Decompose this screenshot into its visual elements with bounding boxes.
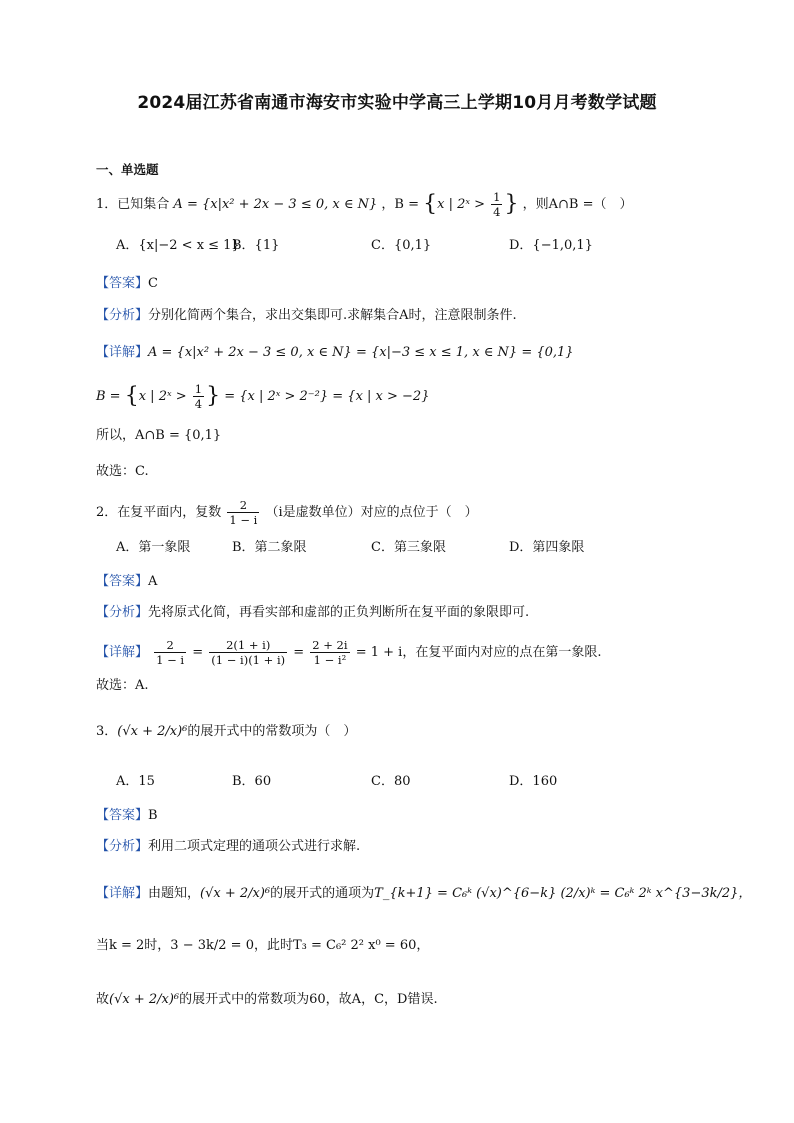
q1-option-d: D．{−1,0,1} bbox=[509, 238, 593, 253]
q1-analysis: 【分析】分别化简两个集合，求出交集即可.求解集合A时，注意限制条件. bbox=[96, 308, 517, 323]
q2-fraction: $\frac{2}{1 - i}$ bbox=[229, 498, 258, 527]
q3-option-b: B．60 bbox=[232, 774, 272, 789]
q2-option-d: D．第四象限 bbox=[509, 540, 585, 555]
q3-option-d: D．160 bbox=[509, 774, 558, 789]
document-title: 2024届江苏省南通市海安市实验中学高三上学期10月月考数学试题 bbox=[137, 93, 657, 113]
q3-option-c: C．80 bbox=[371, 774, 411, 789]
q3-detail-line3: 故(√x + 2/x)⁶的展开式中的常数项为60，故A，C，D错误. bbox=[96, 992, 438, 1007]
q3-stem: 3．(√x + 2/x)⁶的展开式中的常数项为（ ） bbox=[96, 724, 357, 739]
q1-set-a: A = {x|x² + 2x − 3 ≤ 0, x ∈ N} bbox=[173, 197, 378, 212]
q3-detail-line2: 当k = 2时，3 − 3k/2 = 0，此时T₃ = C₆² 2² x⁰ = 60， bbox=[96, 938, 430, 953]
q2-stem: 2．在复平面内，复数 $\frac{2}{1 - i}$ （i是虚数单位）对应的点位于（ ） bbox=[96, 498, 478, 527]
q1-stem-pre: 1．已知集合 bbox=[96, 197, 170, 212]
q2-option-a: A．第一象限 bbox=[116, 540, 191, 555]
q2-option-b: B．第二象限 bbox=[232, 540, 307, 555]
q1-option-a: A．{x|−2 < x ≤ 1} bbox=[116, 238, 240, 253]
q1-set-b-pre: ，B = bbox=[381, 197, 419, 212]
q1-answer: 【答案】C bbox=[96, 276, 158, 291]
section-heading: 一、单选题 bbox=[96, 162, 159, 177]
q2-option-c: C．第三象限 bbox=[371, 540, 446, 555]
q1-stem-post: ，则A∩B =（ ） bbox=[522, 197, 633, 212]
q1-fraction: $\frac{1}{4}$ bbox=[493, 190, 501, 219]
q1-detail-line1: 【详解】A = {x|x² + 2x − 3 ≤ 0, x ∈ N} = {x|−3 ≤ x ≤ 1, x ∈ N} = {0,1} bbox=[96, 345, 574, 360]
q1-option-b: B．{1} bbox=[232, 238, 280, 253]
q3-answer: 【答案】B bbox=[96, 808, 158, 823]
q1-set-b-inner: x | 2ˣ > bbox=[437, 197, 486, 212]
q2-answer: 【答案】A bbox=[96, 574, 158, 589]
q2-detail: 【详解】 $\frac{2}{1 - i}$ = $\frac{2(1 + i)}{(1 - i)(1 + i)}$ = $\frac{2 + 2i}{\text{1 − i²}}$ = 1 + i，在复平面内对应的点在第一象限. bbox=[96, 638, 602, 667]
q1-option-c: C．{0,1} bbox=[371, 238, 432, 253]
q1-choose: 故选：C. bbox=[96, 464, 149, 479]
q3-analysis: 【分析】利用二项式定理的通项公式进行求解. bbox=[96, 839, 361, 854]
q2-analysis: 【分析】先将原式化简，再看实部和虚部的正负判断所在复平面的象限即可. bbox=[96, 605, 530, 620]
q3-detail-line1: 【详解】由题知，(√x + 2/x)⁶的展开式的通项为T_{k+1} = C₆ᵏ (√x)^{6−k} (2/x)ᵏ = C₆ᵏ 2ᵏ x^{3−3k/2}， bbox=[96, 886, 752, 901]
q1-conclusion: 所以，A∩B = {0,1} bbox=[96, 428, 222, 443]
q2-choose: 故选：A. bbox=[96, 678, 149, 693]
q1-detail-line2: B = {x | 2ˣ > $\frac{1}{4}$ } = {x | 2ˣ > 2⁻²} = {x | x > −2} bbox=[96, 382, 430, 411]
q1-stem: 1．已知集合 A = {x|x² + 2x − 3 ≤ 0, x ∈ N} ，B = {x | 2ˣ > $\frac{1}{4}$ } ，则A∩B =（ ） bbox=[96, 190, 633, 219]
q3-option-a: A．15 bbox=[116, 774, 155, 789]
